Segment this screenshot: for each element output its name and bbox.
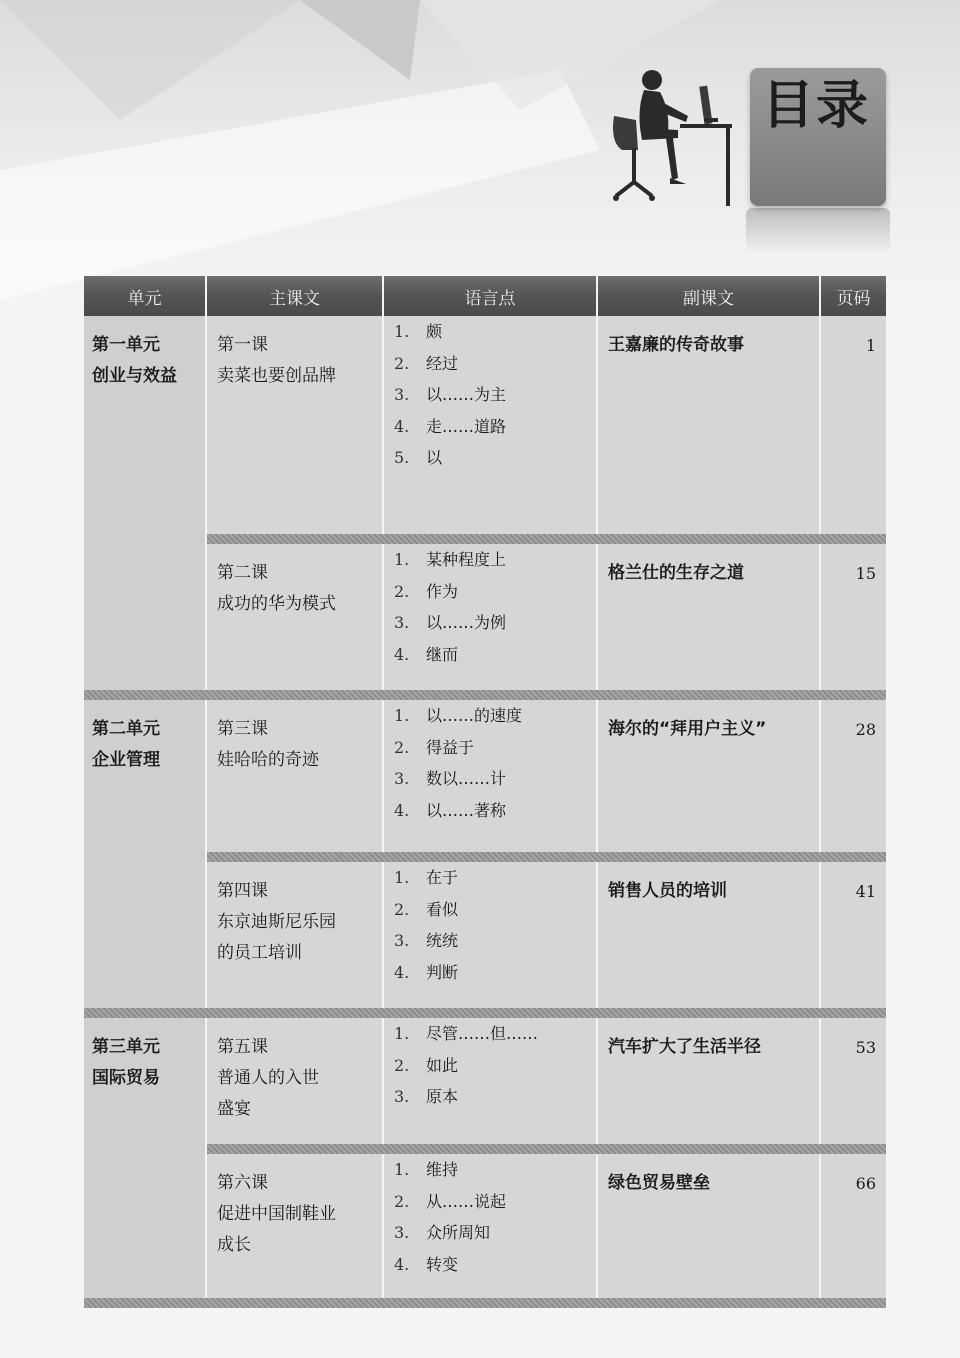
unit-cell (84, 700, 207, 1008)
point-text: 在于 (426, 868, 459, 887)
lesson-title: 盛宴 (217, 1099, 251, 1119)
sub-text-title: 销售人员的培训 (608, 881, 727, 901)
language-points-cell (384, 862, 598, 1008)
lesson-number: 第一课 (217, 335, 268, 355)
main-text-cell (207, 1018, 384, 1144)
point-text: 原本 (426, 1087, 459, 1106)
page-cell (821, 700, 886, 852)
point-number: 4. (394, 416, 410, 436)
language-point (394, 1154, 596, 1186)
language-point (394, 795, 596, 827)
point-text: 得益于 (426, 737, 475, 757)
point-number: 5. (394, 448, 410, 467)
point-text: 以……著称 (426, 800, 507, 820)
point-text: 以……为例 (426, 613, 507, 632)
header-sub-text: 副课文 (598, 276, 821, 316)
unit-separator-band (84, 1008, 886, 1018)
page-cell (821, 1018, 886, 1144)
sub-text-title: 汽车扩大了生活半径 (608, 1037, 761, 1057)
point-text: 看似 (426, 899, 459, 919)
row-separator-band (207, 534, 886, 544)
lesson-title: 娃哈哈的奇迹 (217, 750, 319, 770)
point-text: 维持 (426, 1160, 459, 1179)
unit-heading (84, 316, 205, 392)
sub-text-cell (598, 862, 821, 1008)
point-text: 数以……计 (426, 769, 507, 788)
point-text: 以……的速度 (426, 706, 523, 725)
language-points-cell (384, 316, 598, 534)
point-number: 1. (394, 550, 410, 569)
language-point (394, 1050, 596, 1082)
table-header-row (84, 276, 886, 316)
point-number: 3. (394, 385, 410, 404)
main-text-cell (207, 544, 384, 690)
header-unit: 单元 (84, 276, 207, 316)
row-separator-band (207, 852, 886, 862)
unit-number: 第二单元 (92, 719, 160, 739)
lesson-heading (207, 1018, 382, 1125)
point-text: 尽管……但…… (426, 1024, 539, 1043)
language-point (394, 379, 596, 411)
language-points-cell (384, 1018, 598, 1144)
unit-heading (84, 700, 205, 776)
header-page: 页码 (821, 276, 886, 316)
sub-text-title: 海尔的“拜用户主义” (608, 719, 767, 739)
language-point (394, 607, 596, 639)
language-point (394, 348, 596, 380)
language-points-list (384, 862, 596, 988)
point-number: 2. (394, 737, 410, 757)
lesson-title: 的员工培训 (217, 943, 302, 963)
lesson-title: 成功的华为模式 (217, 594, 336, 614)
point-number: 4. (394, 962, 410, 982)
header-language-points: 语言点 (384, 276, 598, 316)
lesson-title: 普通人的入世 (217, 1068, 319, 1088)
unit-cell (84, 316, 207, 690)
point-text: 以 (426, 448, 443, 467)
page-title: 目录 (762, 76, 871, 136)
lesson-number: 第二课 (217, 563, 268, 583)
language-point (394, 639, 596, 671)
lesson-row (84, 700, 886, 852)
language-point (394, 544, 596, 576)
page-number: 1 (865, 336, 876, 355)
lesson-heading (207, 544, 382, 620)
point-text: 如此 (426, 1055, 459, 1075)
sub-text-cell (598, 1154, 821, 1298)
point-number: 4. (394, 800, 410, 820)
point-text: 统统 (426, 931, 459, 950)
language-point (394, 411, 596, 443)
lesson-title: 东京迪斯尼乐园 (217, 912, 336, 932)
language-point (394, 1186, 596, 1218)
lesson-title: 成长 (217, 1235, 251, 1255)
point-number: 4. (394, 1254, 410, 1274)
language-point (394, 442, 596, 474)
page-cell (821, 862, 886, 1008)
point-text: 颇 (426, 322, 443, 341)
lesson-number: 第五课 (217, 1037, 268, 1057)
page-cell (821, 316, 886, 534)
lesson-row (84, 1018, 886, 1144)
unit-separator-band (84, 690, 886, 700)
point-number: 2. (394, 353, 410, 373)
language-point (394, 1217, 596, 1249)
lesson-title: 卖菜也要创品牌 (217, 366, 336, 386)
language-points-cell (384, 1154, 598, 1298)
row-separator (84, 1008, 886, 1018)
unit-heading (84, 1018, 205, 1094)
page-number: 66 (855, 1174, 876, 1193)
unit-name: 国际贸易 (92, 1068, 160, 1088)
point-text: 作为 (426, 581, 459, 601)
unit-number: 第三单元 (92, 1037, 160, 1057)
person-at-computer-icon (608, 66, 734, 208)
point-number: 2. (394, 899, 410, 919)
language-points-cell (384, 544, 598, 690)
sub-text-cell (598, 700, 821, 852)
point-number: 3. (394, 1223, 410, 1242)
row-separator-band (207, 1144, 886, 1154)
language-point (394, 576, 596, 608)
point-text: 走……道路 (426, 416, 507, 436)
lesson-number: 第三课 (217, 719, 268, 739)
header-main-text: 主课文 (207, 276, 384, 316)
sub-text-cell (598, 1018, 821, 1144)
lesson-heading (207, 700, 382, 776)
language-points-cell (384, 700, 598, 852)
sub-text-cell (598, 544, 821, 690)
point-number: 3. (394, 1087, 410, 1106)
page-cell (821, 544, 886, 690)
language-point (394, 925, 596, 957)
page-number: 53 (855, 1038, 876, 1057)
point-number: 3. (394, 769, 410, 788)
language-points-list (384, 544, 596, 670)
page-number: 15 (855, 564, 876, 583)
point-text: 经过 (426, 353, 459, 373)
language-point (394, 1018, 596, 1050)
language-point (394, 732, 596, 764)
point-text: 某种程度上 (426, 550, 507, 569)
sub-text-title: 绿色贸易壁垒 (608, 1173, 710, 1193)
language-points-list (384, 700, 596, 826)
lesson-heading (207, 316, 382, 392)
point-number: 3. (394, 613, 410, 632)
language-point (394, 957, 596, 989)
point-text: 判断 (426, 962, 459, 982)
language-point (394, 1249, 596, 1281)
page-number: 41 (855, 882, 876, 901)
unit-number: 第一单元 (92, 335, 160, 355)
point-text: 转变 (426, 1254, 459, 1274)
point-number: 4. (394, 644, 410, 664)
lesson-number: 第六课 (217, 1173, 268, 1193)
language-points-list (384, 1018, 596, 1113)
row-separator (84, 690, 886, 700)
unit-cell (84, 1018, 207, 1298)
unit-separator-band (84, 1298, 886, 1308)
language-point (394, 862, 596, 894)
title-reflection (746, 208, 890, 254)
language-point (394, 316, 596, 348)
sub-text-cell (598, 316, 821, 534)
lesson-heading (207, 1154, 382, 1261)
sub-text-title: 格兰仕的生存之道 (608, 563, 744, 583)
row-separator (84, 1298, 886, 1308)
main-text-cell (207, 700, 384, 852)
point-number: 1. (394, 868, 410, 887)
point-text: 继而 (426, 644, 459, 664)
page-cell (821, 1154, 886, 1298)
point-number: 1. (394, 1024, 410, 1043)
point-number: 2. (394, 581, 410, 601)
unit-name: 企业管理 (92, 750, 160, 770)
lesson-title: 促进中国制鞋业 (217, 1204, 336, 1224)
language-points-list (384, 316, 596, 474)
point-number: 2. (394, 1191, 410, 1211)
point-number: 1. (394, 322, 410, 341)
main-text-cell (207, 1154, 384, 1298)
page-number: 28 (855, 720, 876, 739)
language-point (394, 700, 596, 732)
point-text: 众所周知 (426, 1223, 491, 1242)
sub-text-title: 王嘉廉的传奇故事 (608, 335, 744, 355)
main-text-cell (207, 862, 384, 1008)
language-points-list (384, 1154, 596, 1280)
point-number: 2. (394, 1055, 410, 1075)
main-text-cell (207, 316, 384, 534)
point-text: 以……为主 (426, 385, 507, 404)
lesson-number: 第四课 (217, 881, 268, 901)
point-number: 1. (394, 1160, 410, 1179)
language-point (394, 763, 596, 795)
point-number: 1. (394, 706, 410, 725)
language-point (394, 1081, 596, 1113)
lesson-row (84, 316, 886, 534)
point-number: 3. (394, 931, 410, 950)
unit-name: 创业与效益 (92, 366, 177, 386)
point-text: 从……说起 (426, 1191, 507, 1211)
language-point (394, 894, 596, 926)
lesson-heading (207, 862, 382, 969)
table-of-contents (84, 276, 886, 1308)
